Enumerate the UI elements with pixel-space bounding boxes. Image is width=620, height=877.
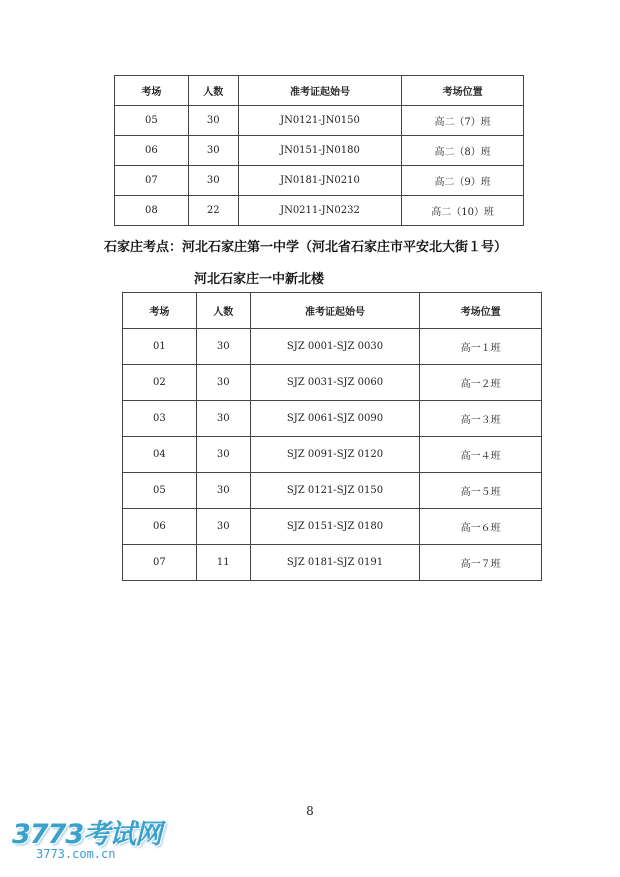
cell-room: 06 [123, 509, 197, 545]
watermark-logo: 3773考试网 [12, 819, 162, 850]
cell-ticket-range: JN0151-JN0180 [238, 136, 402, 166]
table-row [115, 106, 524, 136]
header-count: 人数 [188, 76, 238, 106]
cell-count: 30 [196, 473, 250, 509]
watermark-url: 3773.com.cn [36, 847, 116, 861]
cell-location: 高一２班 [420, 365, 542, 401]
cell-ticket-range: SJZ 0061-SJZ 0090 [250, 401, 420, 437]
cell-room: 06 [115, 136, 189, 166]
table-row [115, 136, 524, 166]
cell-location: 高一７班 [420, 545, 542, 581]
exam-room-table-jinan [114, 75, 524, 226]
cell-count: 30 [196, 437, 250, 473]
exam-room-table-shijiazhuang [122, 292, 542, 581]
cell-room: 03 [123, 401, 197, 437]
cell-count: 30 [188, 166, 238, 196]
table-row [123, 329, 542, 365]
cell-ticket-range: JN0211-JN0232 [238, 196, 402, 226]
table-row [123, 473, 542, 509]
table-row [123, 545, 542, 581]
cell-count: 30 [188, 106, 238, 136]
table-header-row [115, 76, 524, 106]
table-row [123, 365, 542, 401]
cell-room: 01 [123, 329, 197, 365]
page-number: 8 [306, 804, 314, 818]
cell-count: 11 [196, 545, 250, 581]
table-row [115, 196, 524, 226]
cell-count: 30 [196, 365, 250, 401]
cell-count: 30 [196, 509, 250, 545]
cell-ticket-range: JN0181-JN0210 [238, 166, 402, 196]
cell-room: 05 [115, 106, 189, 136]
cell-room: 07 [123, 545, 197, 581]
cell-location: 高一６班 [420, 509, 542, 545]
table-header-row [123, 293, 542, 329]
site-watermark [12, 812, 161, 861]
header-ticket-range: 准考证起始号 [238, 76, 402, 106]
cell-location: 高二（7）班 [402, 106, 524, 136]
table-row [123, 401, 542, 437]
header-room: 考场 [115, 76, 189, 106]
cell-room: 07 [115, 166, 189, 196]
cell-ticket-range: SJZ 0031-SJZ 0060 [250, 365, 420, 401]
header-room: 考场 [123, 293, 197, 329]
cell-count: 22 [188, 196, 238, 226]
cell-count: 30 [188, 136, 238, 166]
cell-count: 30 [196, 329, 250, 365]
table-row [115, 166, 524, 196]
cell-ticket-range: SJZ 0181-SJZ 0191 [250, 545, 420, 581]
header-location: 考场位置 [402, 76, 524, 106]
cell-ticket-range: SJZ 0151-SJZ 0180 [250, 509, 420, 545]
header-ticket-range: 准考证起始号 [250, 293, 420, 329]
cell-room: 08 [115, 196, 189, 226]
table-row [123, 437, 542, 473]
cell-ticket-range: SJZ 0121-SJZ 0150 [250, 473, 420, 509]
header-location: 考场位置 [420, 293, 542, 329]
cell-count: 30 [196, 401, 250, 437]
cell-location: 高一３班 [420, 401, 542, 437]
cell-room: 05 [123, 473, 197, 509]
cell-location: 高二（10）班 [402, 196, 524, 226]
cell-location: 高一４班 [420, 437, 542, 473]
cell-room: 04 [123, 437, 197, 473]
cell-location: 高一５班 [420, 473, 542, 509]
cell-room: 02 [123, 365, 197, 401]
venue-heading: 石家庄考点：河北石家庄第一中学（河北省石家庄市平安北大街１号） [104, 240, 508, 255]
cell-location: 高一１班 [420, 329, 542, 365]
table-row [123, 509, 542, 545]
header-count: 人数 [196, 293, 250, 329]
cell-location: 高二（8）班 [402, 136, 524, 166]
building-heading: 河北石家庄一中新北楼 [194, 272, 325, 287]
cell-ticket-range: SJZ 0001-SJZ 0030 [250, 329, 420, 365]
cell-location: 高二（9）班 [402, 166, 524, 196]
cell-ticket-range: JN0121-JN0150 [238, 106, 402, 136]
cell-ticket-range: SJZ 0091-SJZ 0120 [250, 437, 420, 473]
